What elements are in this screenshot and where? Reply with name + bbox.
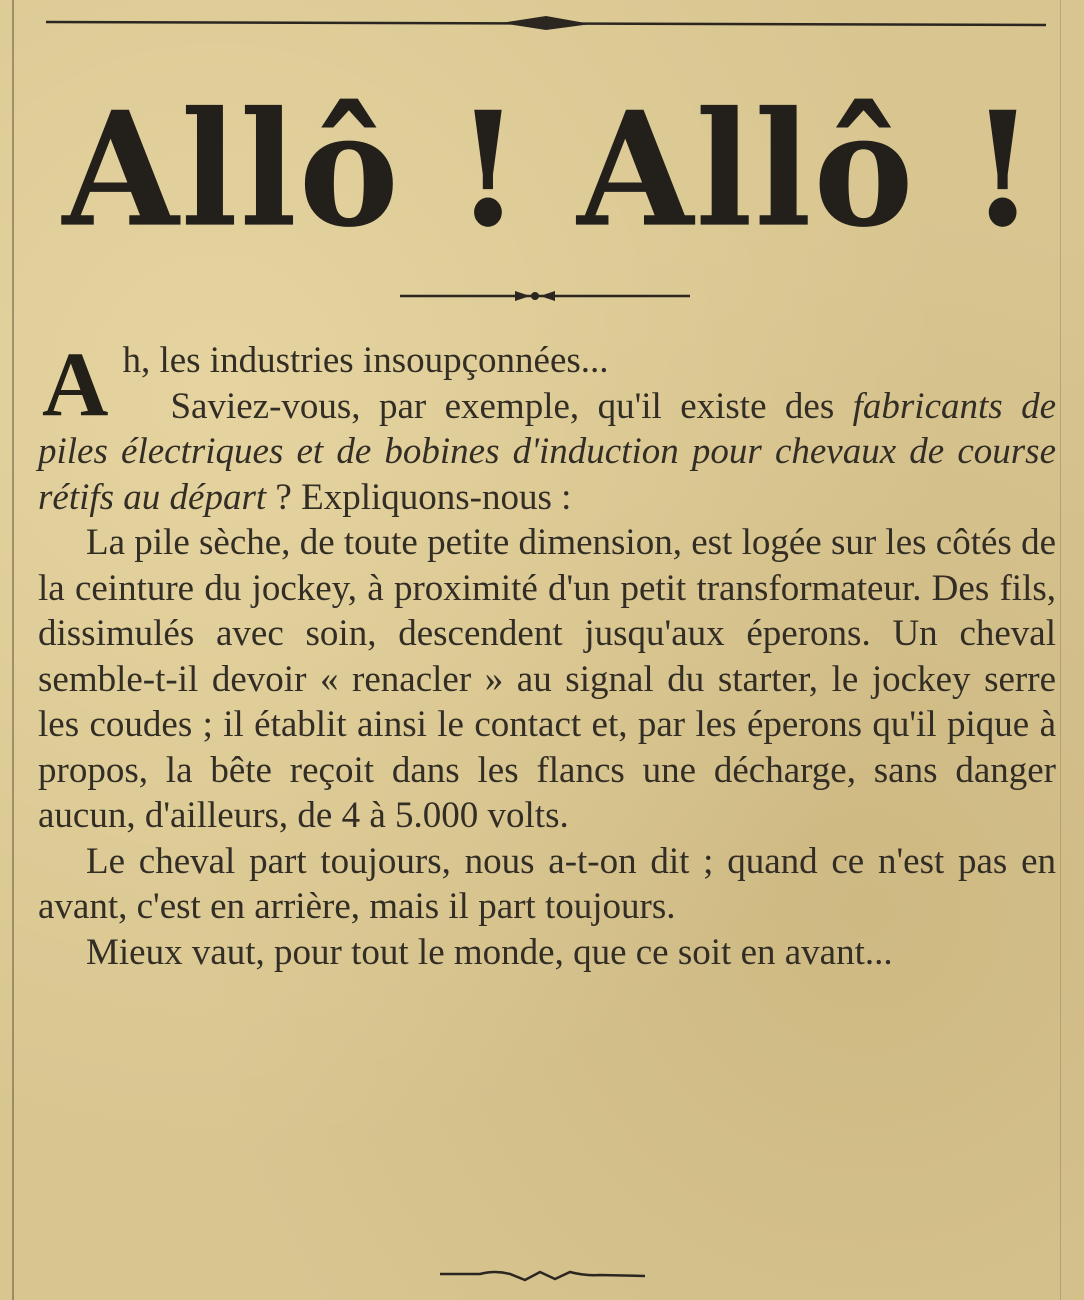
drop-cap: A: [42, 333, 109, 435]
column-rule-left: [12, 0, 14, 1300]
paragraph-1: h, les industries insoupçonnées...: [122, 340, 609, 381]
column-rule-right: [1060, 0, 1061, 1300]
headline-title: Allô ! Allô !: [62, 77, 1038, 263]
paragraph-2-italic: fabricants de piles électriques et de bobines d'induction pour chevaux de course rétifs au départ: [38, 385, 1057, 518]
divider-ornament: [400, 288, 690, 304]
end-ornament: [440, 1268, 645, 1282]
paragraph-4: Le cheval part toujours, nous a-t-on dit ; quand ce n'est pas en avant, c'est en arrière, mais il part toujours.: [38, 840, 1056, 927]
paragraph-2-end: ? Expliquons-nous :: [266, 476, 572, 518]
article-body: [38, 333, 1057, 975]
paragraph-2-intro: Saviez-vous, par exemple, qu'il existe des: [170, 385, 853, 427]
paragraph-5: Mieux vaut, pour tout le monde, que ce soit en avant...: [86, 931, 893, 973]
top-ornament-rule: [46, 16, 1046, 30]
paragraph-3: La pile sèche, de toute petite dimension, est logée sur les côtés de la ceinture du jockey, à proximité d'un petit transformateur. Des fils, dissimulés avec soin, descendent jusqu'aux éperons. Un cheval semble-t-il devoir « renacler » au signal du starter, le jockey serre les coudes ; il établit ainsi le contact et, par les éperons qu'il pique à propos, la bête reçoit dans les flancs une décharge, sans danger aucun, d'ailleurs, de 4 à 5.000 volts.: [38, 522, 1056, 836]
paragraph-2: [38, 384, 1056, 521]
